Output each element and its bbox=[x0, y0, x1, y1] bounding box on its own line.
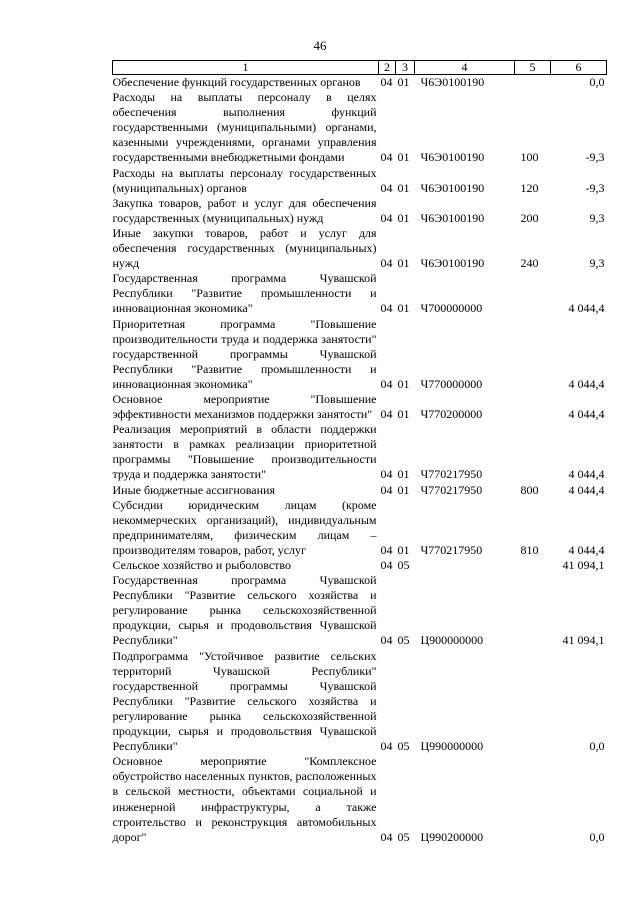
row-podrazdel: 05 bbox=[397, 829, 410, 844]
row-amount: -9,3 bbox=[585, 180, 605, 195]
row-podrazdel: 01 bbox=[397, 210, 410, 225]
row-podrazdel: 01 bbox=[397, 256, 410, 271]
row-amount: -9,3 bbox=[585, 150, 605, 165]
row-name: Государственная программа Чувашской Республики "Развитие промышленности и инновационная экономика" bbox=[112, 271, 377, 316]
row-razdel: 04 bbox=[380, 407, 393, 422]
row-name: Сельское хозяйство и рыболовство bbox=[112, 558, 292, 572]
row-expense-type bbox=[515, 754, 551, 845]
row-target-article: Ч6Э0100190 bbox=[420, 256, 485, 271]
row-target-article: Ч770200000 bbox=[420, 407, 483, 422]
row-razdel: 04 bbox=[380, 542, 393, 557]
table-body bbox=[113, 75, 607, 845]
row-name: Субсидии юридическим лицам (кроме некоммерческих организаций), индивидуальным предпринимателям, физическим лицам – производителям товаров, работ, услуг bbox=[112, 497, 377, 557]
row-amount: 0,0 bbox=[589, 75, 605, 89]
row-amount: 9,3 bbox=[589, 210, 605, 225]
header-col-1: 1 bbox=[113, 61, 379, 75]
row-target-article: Ч770217950 bbox=[420, 482, 483, 497]
row-target-article: Ч770217950 bbox=[420, 467, 483, 482]
header-col-3: 3 bbox=[396, 61, 415, 75]
row-target-article: Ч770000000 bbox=[420, 376, 483, 391]
row-expense-type: 240 bbox=[520, 256, 539, 271]
row-target-article: Ч6Э0100190 bbox=[420, 210, 485, 225]
table-header bbox=[113, 61, 607, 75]
row-name: Государственная программа Чувашской Республики "Развитие сельского хозяйства и регулирование рынка сельскохозяйственной продукции, сырья и продовольствия Чувашской Республики" bbox=[112, 573, 377, 648]
row-target-article bbox=[415, 558, 515, 573]
row-name: Реализация мероприятий в области поддержки занятости в рамках реализации приоритетной программы "Повышение производительности труда и поддержка занятости" bbox=[112, 422, 377, 482]
row-name: Приоритетная программа "Повышение производительности труда и поддержка занятости" государственной программы Чувашской Республики "Развитие промышленности и инновационная экономика" bbox=[112, 316, 377, 391]
row-expense-type bbox=[515, 573, 551, 648]
row-expense-type: 800 bbox=[520, 482, 539, 497]
table-row bbox=[113, 392, 607, 422]
row-razdel: 04 bbox=[380, 256, 393, 271]
row-razdel: 04 bbox=[380, 376, 393, 391]
row-expense-type bbox=[515, 392, 551, 422]
row-target-article: Ц990200000 bbox=[420, 829, 484, 844]
table-row bbox=[113, 649, 607, 755]
row-razdel: 04 bbox=[380, 180, 393, 195]
row-name: Основное мероприятие "Повышение эффективности механизмов поддержки занятости" bbox=[112, 391, 377, 422]
row-podrazdel: 01 bbox=[397, 150, 410, 165]
table-row bbox=[113, 226, 607, 271]
row-expense-type bbox=[515, 75, 551, 91]
row-podrazdel: 05 bbox=[397, 739, 410, 754]
row-target-article: Ч700000000 bbox=[420, 301, 483, 316]
row-podrazdel: 01 bbox=[397, 542, 410, 557]
table-row bbox=[113, 166, 607, 196]
row-target-article: Ч6Э0100190 bbox=[420, 75, 485, 89]
row-expense-type: 200 bbox=[520, 210, 539, 225]
row-expense-type: 100 bbox=[520, 150, 539, 165]
table-row bbox=[113, 754, 607, 845]
row-podrazdel: 01 bbox=[397, 482, 410, 497]
table-row bbox=[113, 422, 607, 482]
row-razdel: 04 bbox=[380, 75, 393, 89]
row-amount: 4 044,4 bbox=[568, 482, 605, 497]
header-col-2: 2 bbox=[379, 61, 396, 75]
header-row bbox=[113, 61, 607, 75]
row-razdel: 04 bbox=[380, 633, 393, 648]
row-name: Обеспечение функций государственных органов bbox=[112, 75, 361, 89]
row-expense-type bbox=[515, 649, 551, 755]
row-target-article: Ч6Э0100190 bbox=[420, 150, 485, 165]
row-razdel: 04 bbox=[380, 467, 393, 482]
row-name: Подпрограмма "Устойчивое развитие сельских территорий Чувашской Республики" государственной программы Чувашской Республики "Развитие сельского хозяйства и регулирование рынка сельскохозяйственной продукции, сырья и продовольствия Чувашской Республики" bbox=[112, 648, 377, 754]
page-number: 46 bbox=[313, 38, 327, 53]
row-amount: 4 044,4 bbox=[568, 407, 605, 422]
row-expense-type bbox=[515, 422, 551, 482]
row-expense-type: 120 bbox=[520, 180, 539, 195]
table-row bbox=[113, 75, 607, 91]
row-razdel: 04 bbox=[380, 150, 393, 165]
row-amount: 41 094,1 bbox=[562, 558, 605, 572]
row-expense-type: 810 bbox=[520, 542, 539, 557]
row-expense-type bbox=[515, 271, 551, 316]
row-amount: 0,0 bbox=[589, 829, 605, 844]
row-amount: 9,3 bbox=[589, 256, 605, 271]
row-podrazdel: 05 bbox=[397, 558, 410, 572]
row-razdel: 04 bbox=[380, 301, 393, 316]
row-podrazdel: 01 bbox=[397, 467, 410, 482]
row-amount: 4 044,4 bbox=[568, 376, 605, 391]
row-target-article: Ц990000000 bbox=[420, 739, 484, 754]
row-razdel: 04 bbox=[380, 558, 393, 572]
row-target-article: Ч770217950 bbox=[420, 542, 483, 557]
table-row bbox=[113, 483, 607, 498]
row-amount: 41 094,1 bbox=[562, 633, 605, 648]
row-expense-type bbox=[515, 317, 551, 392]
row-podrazdel: 05 bbox=[397, 633, 410, 648]
row-razdel: 04 bbox=[380, 739, 393, 754]
table-row bbox=[113, 196, 607, 226]
table-row bbox=[113, 558, 607, 573]
header-col-4: 4 bbox=[415, 61, 515, 75]
row-name: Расходы на выплаты персоналу государственных (муниципальных) органов bbox=[112, 165, 377, 195]
table-row bbox=[113, 573, 607, 648]
row-name: Закупка товаров, работ и услуг для обеспечения государственных (муниципальных) нужд bbox=[112, 195, 377, 225]
row-amount: 4 044,4 bbox=[568, 467, 605, 482]
table-row bbox=[113, 90, 607, 165]
header-col-5: 5 bbox=[515, 61, 551, 75]
table-row bbox=[113, 498, 607, 558]
row-name: Иные бюджетные ассигнования bbox=[112, 482, 275, 497]
row-podrazdel: 01 bbox=[397, 407, 410, 422]
row-razdel: 04 bbox=[380, 210, 393, 225]
table-row bbox=[113, 271, 607, 316]
budget-table bbox=[112, 60, 607, 845]
row-target-article: Ц900000000 bbox=[420, 633, 484, 648]
table-row bbox=[113, 317, 607, 392]
row-amount: 4 044,4 bbox=[568, 301, 605, 316]
row-razdel: 04 bbox=[380, 482, 393, 497]
header-col-6: 6 bbox=[551, 61, 607, 75]
row-amount: 4 044,4 bbox=[568, 542, 605, 557]
row-name: Иные закупки товаров, работ и услуг для обеспечения государственных (муниципальных) нужд bbox=[112, 225, 377, 271]
row-name: Основное мероприятие "Комплексное обустройство населенных пунктов, расположенных в сельской местности, объектами социальной и инженерной инфраструктуры, а также строительство и реконструкция автомобильных дорог" bbox=[112, 754, 377, 844]
row-expense-type bbox=[515, 558, 551, 573]
row-amount: 0,0 bbox=[589, 739, 605, 754]
row-podrazdel: 01 bbox=[397, 180, 410, 195]
row-razdel: 04 bbox=[380, 829, 393, 844]
row-podrazdel: 01 bbox=[397, 75, 410, 89]
row-podrazdel: 01 bbox=[397, 376, 410, 391]
row-target-article: Ч6Э0100190 bbox=[420, 180, 485, 195]
row-podrazdel: 01 bbox=[397, 301, 410, 316]
row-name: Расходы на выплаты персоналу в целях обеспечения выполнения функций государственными (муниципальными) органами, казенными учреждениями, органами управления государственными внебюджетными фондами bbox=[112, 90, 377, 165]
